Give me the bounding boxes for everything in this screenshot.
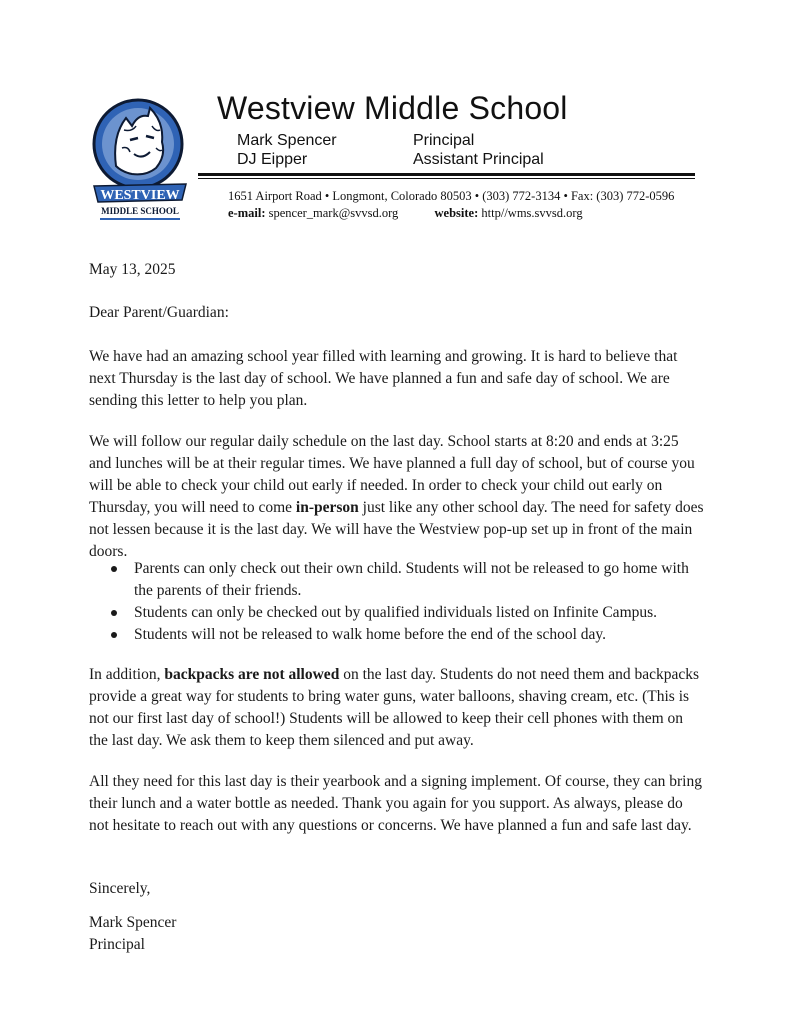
list-item-text: Students will not be released to walk home before the end of the school day.	[134, 626, 607, 643]
email-label: e-mail:	[228, 206, 266, 220]
staff-title-principal: Principal	[413, 132, 475, 149]
staff-name-assistant-principal: DJ Eipper	[237, 151, 308, 168]
paragraph-backpacks-text-a: In addition,	[89, 666, 165, 683]
closing: Sincerely,	[89, 880, 151, 897]
checkout-rules-list	[108, 558, 708, 646]
staff-name-principal: Mark Spencer	[237, 132, 337, 149]
email-address[interactable]: spencer_mark@svvsd.org	[268, 206, 399, 220]
school-name: Westview Middle School	[217, 90, 568, 126]
logo-text-westview: WESTVIEW	[100, 188, 180, 203]
signature-name: Mark Spencer	[89, 914, 177, 931]
paragraph-backpacks-text-b: on the last day. Students do not need them and backpacks provide a great way for students to bring water guns, water balloons, shaving cream, etc. (This is not our first last day of school!) Students will be allowed to keep their cell phones with them on the last day. We ask them to keep them silenced and put away.	[89, 666, 700, 749]
salutation: Dear Parent/Guardian:	[89, 304, 229, 321]
bullet-icon	[111, 566, 117, 572]
paragraph-intro: We have had an amazing school year filled with learning and growing. It is hard to believe that next Thursday is the last day of school. We have planned a fun and safe day of school. We are sending this letter to help you plan.	[89, 348, 678, 409]
paragraph-schedule-text-a: We will follow our regular daily schedule on the last day. School starts at 8:20 and ends at 3:25 and lunches will be at their regular times. We have planned a full day of school, but of course you will be able to check your child out early if needed. In order to check your child out early on Thursday, you will need to come	[89, 433, 695, 516]
paragraph-backpacks-bold: backpacks are not allowed	[164, 666, 340, 683]
website-label: website:	[434, 206, 479, 220]
address-line: 1651 Airport Road • Longmont, Colorado 80503 • (303) 772-3134 • Fax: (303) 772-0596	[228, 189, 675, 203]
header-rule-thin	[198, 178, 695, 179]
email-website-line	[228, 205, 674, 222]
header-rule-thick	[198, 173, 695, 176]
staff-titles	[413, 131, 544, 169]
paragraph-schedule-bold: in-person	[295, 499, 359, 516]
list-item-text: Parents can only check out their own child. Students will not be released to go home with the parents of their friends.	[134, 560, 689, 599]
bullet-icon	[111, 632, 117, 638]
list-item	[108, 624, 708, 646]
list-item	[108, 558, 708, 602]
paragraph-schedule-text-b: just like any other school day. The need for safety does not lessen because it is the last day. We will have the Westview pop-up set up in front of the main doors.	[89, 499, 704, 560]
paragraph-schedule	[89, 431, 704, 563]
bullet-icon	[111, 610, 117, 616]
staff-title-assistant-principal: Assistant Principal	[413, 151, 544, 168]
website-url[interactable]: http//wms.svvsd.org	[481, 206, 583, 220]
staff-names	[237, 131, 337, 169]
westview-wildcat-logo	[86, 96, 194, 236]
paragraph-what-to-bring: All they need for this last day is their yearbook and a signing implement. Of course, they can bring their lunch and a water bottle as needed. Thank you again for you support. As always, please do not hesitate to reach out with any questions or concerns. We have planned a fun and safe last day.	[89, 773, 702, 834]
list-item	[108, 602, 708, 624]
letter-date: May 13, 2025	[89, 261, 176, 278]
paragraph-backpacks	[89, 664, 704, 752]
list-item-text: Students can only be checked out by qualified individuals listed on Infinite Campus.	[134, 604, 658, 621]
contact-block	[228, 188, 674, 222]
logo-text-middle-school: MIDDLE SCHOOL	[101, 206, 179, 216]
signature-title: Principal	[89, 936, 145, 953]
